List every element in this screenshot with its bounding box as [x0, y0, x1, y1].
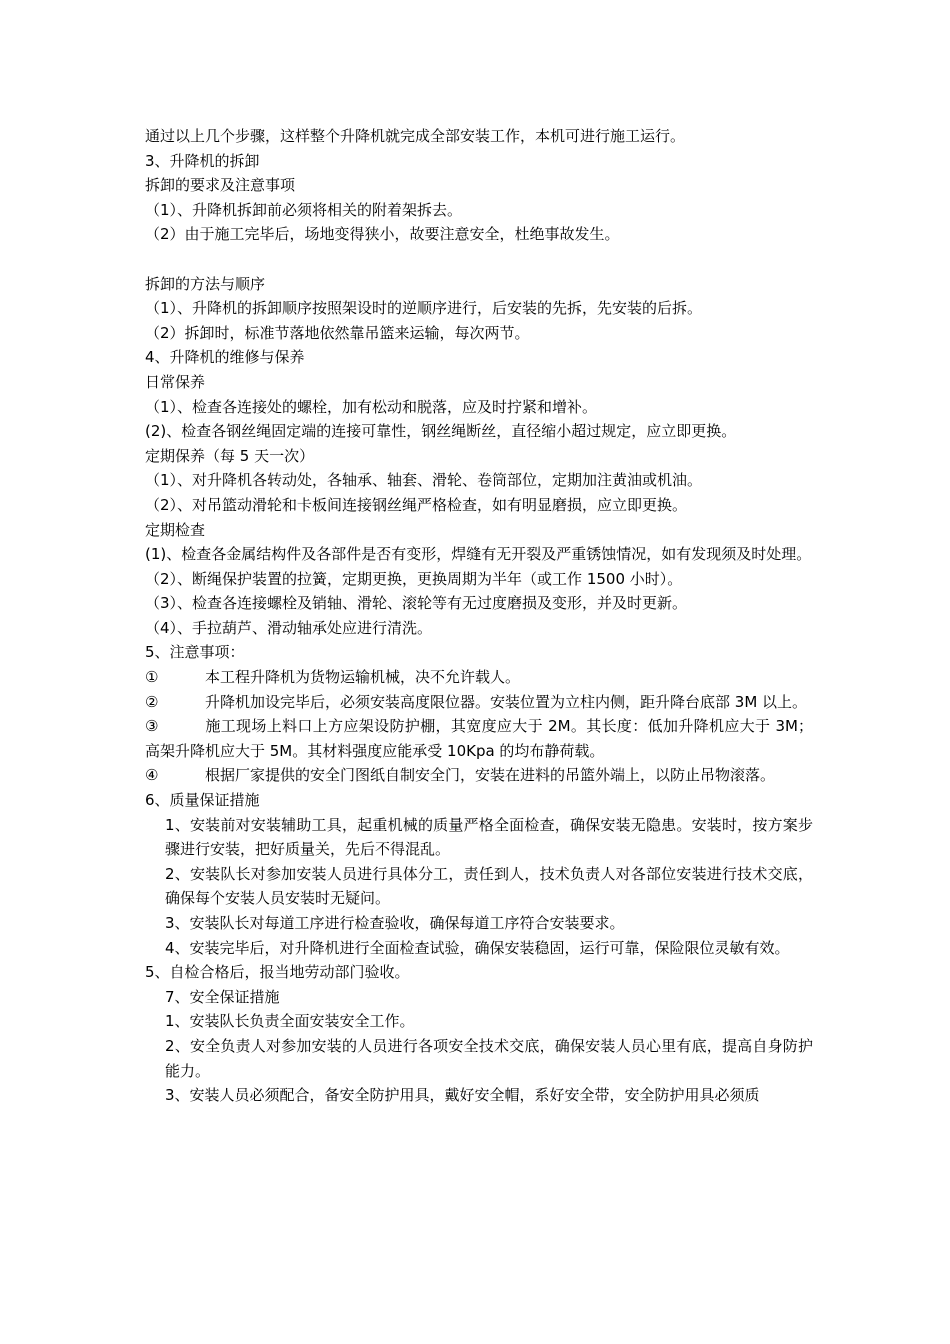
- document-body: [145, 124, 813, 1108]
- section-7-heading: 7、安全保证措施: [165, 987, 280, 1006]
- dismantle-requirements-title: 拆卸的要求及注意事项: [145, 176, 296, 195]
- notice-item: [145, 714, 813, 763]
- section-3-heading: 3、升降机的拆卸: [145, 151, 260, 170]
- quality-measure-3: 3、安装队长对每道工序进行检查验收，确保每道工序符合安装要求。: [165, 914, 625, 932]
- notice-item: [145, 665, 813, 690]
- periodic-inspection-title: 定期检查: [145, 520, 206, 539]
- section-5-heading: 5、注意事项：: [145, 643, 245, 662]
- notice-text: 本工程升降机为货物运输机械，决不允许载人。: [205, 668, 521, 687]
- self-inspection-line: 5、自检合格后，报当地劳动部门验收。: [145, 963, 410, 982]
- safety-measure-2: 2、安全负责人对参加安装的人员进行各项安全技术交底，确保安装人员心里有底，提高自身防护能力。: [165, 1036, 813, 1080]
- notice-item: [145, 690, 813, 715]
- periodic-inspection-2: （2）、断绳保护装置的拉簧，定期更换，更换周期为半年（或工作 1500 小时）。: [145, 569, 683, 588]
- notice-marker: ①: [145, 668, 159, 687]
- dismantle-method-2: （2）拆卸时，标准节落地依然靠吊篮来运输，每次两节。: [145, 323, 530, 342]
- periodic-maintenance-1: （1）、对升降机各转动处，各轴承、轴套、滑轮、卷筒部位，定期加注黄油或机油。: [145, 471, 703, 490]
- notice-text: 施工现场上料口上方应架设防护棚，其宽度应大于 2M。其长度：低加升降机应大于 3M；高架升降机应大于 5M。其材料强度应能承受 10Kpa 的均布静荷载。: [145, 717, 813, 760]
- periodic-inspection-3: （3）、检查各连接螺栓及销轴、滑轮、滚轮等有无过度磨损及变形，并及时更新。: [145, 594, 688, 613]
- periodic-maintenance-2: （2）、对吊篮动滑轮和卡板间连接钢丝绳严格检查，如有明显磨损，应立即更换。: [145, 495, 688, 514]
- notice-text: 升降机加设完毕后，必须安装高度限位器。安装位置为立柱内侧，距升降台底部 3M 以上。: [205, 692, 808, 711]
- blank-line: [145, 247, 813, 272]
- safety-measure-3: 3、安装人员必须配合，备安全防护用具，戴好安全帽，系好安全带，安全防护用具必须质: [165, 1086, 760, 1105]
- daily-maintenance-1: （1）、检查各连接处的螺栓，加有松动和脱落，应及时拧紧和增补。: [145, 397, 598, 416]
- quality-measure-4: 4、安装完毕后，对升降机进行全面检查试验，确保安装稳固，运行可靠，保险限位灵敏有效。: [165, 938, 790, 957]
- notice-marker: ④: [145, 766, 159, 785]
- quality-measure-1: 1、安装前对安装辅助工具，起重机械的质量严格全面检查，确保安装无隐患。安装时，按方案步骤进行安装，把好质量关，先后不得混乱。: [165, 815, 813, 859]
- periodic-inspection-4: （4）、手拉葫芦、滑动轴承处应进行清洗。: [145, 618, 433, 637]
- dismantle-method-title: 拆卸的方法与顺序: [145, 274, 266, 293]
- dismantle-requirement-1: （1）、升降机拆卸前必须将相关的附着架拆去。: [145, 200, 463, 219]
- notice-marker: ②: [145, 692, 159, 711]
- section-4-heading: 4、升降机的维修与保养: [145, 348, 305, 367]
- dismantle-method-1: （1）、升降机的拆卸顺序按照架设时的逆顺序进行，后安装的先拆，先安装的后拆。: [145, 299, 703, 318]
- intro-paragraph: 通过以上几个步骤，这样整个升降机就完成全部安装工作，本机可进行施工运行。: [145, 127, 686, 145]
- notice-text: 根据厂家提供的安全门图纸自制安全门，安装在进料的吊篮外端上，以防止吊物滚落。: [205, 766, 776, 785]
- periodic-inspection-1: (1)、检查各金属结构件及各部件是否有变形，焊缝有无开裂及严重锈蚀情况，如有发现须及时处理。: [145, 545, 812, 564]
- quality-measure-2: 2、安装队长对参加安装人员进行具体分工，责任到人，技术负责人对各部位安装进行技术交底，确保每个安装人员安装时无疑问。: [165, 864, 813, 908]
- daily-maintenance-2: (2)、检查各钢丝绳固定端的连接可靠性，钢丝绳断丝，直径缩小超过规定，应立即更换。: [145, 422, 737, 441]
- periodic-maintenance-title: 定期保养（每 5 天一次）: [145, 446, 315, 465]
- notice-marker: ③: [145, 717, 159, 736]
- section-6-heading: 6、质量保证措施: [145, 791, 260, 810]
- dismantle-requirement-2: （2）由于施工完毕后，场地变得狭小，故要注意安全，杜绝事故发生。: [145, 225, 620, 244]
- notice-item: [145, 763, 813, 788]
- daily-maintenance-title: 日常保养: [145, 372, 206, 391]
- safety-measure-1: 1、安装队长负责全面安装安全工作。: [165, 1012, 415, 1031]
